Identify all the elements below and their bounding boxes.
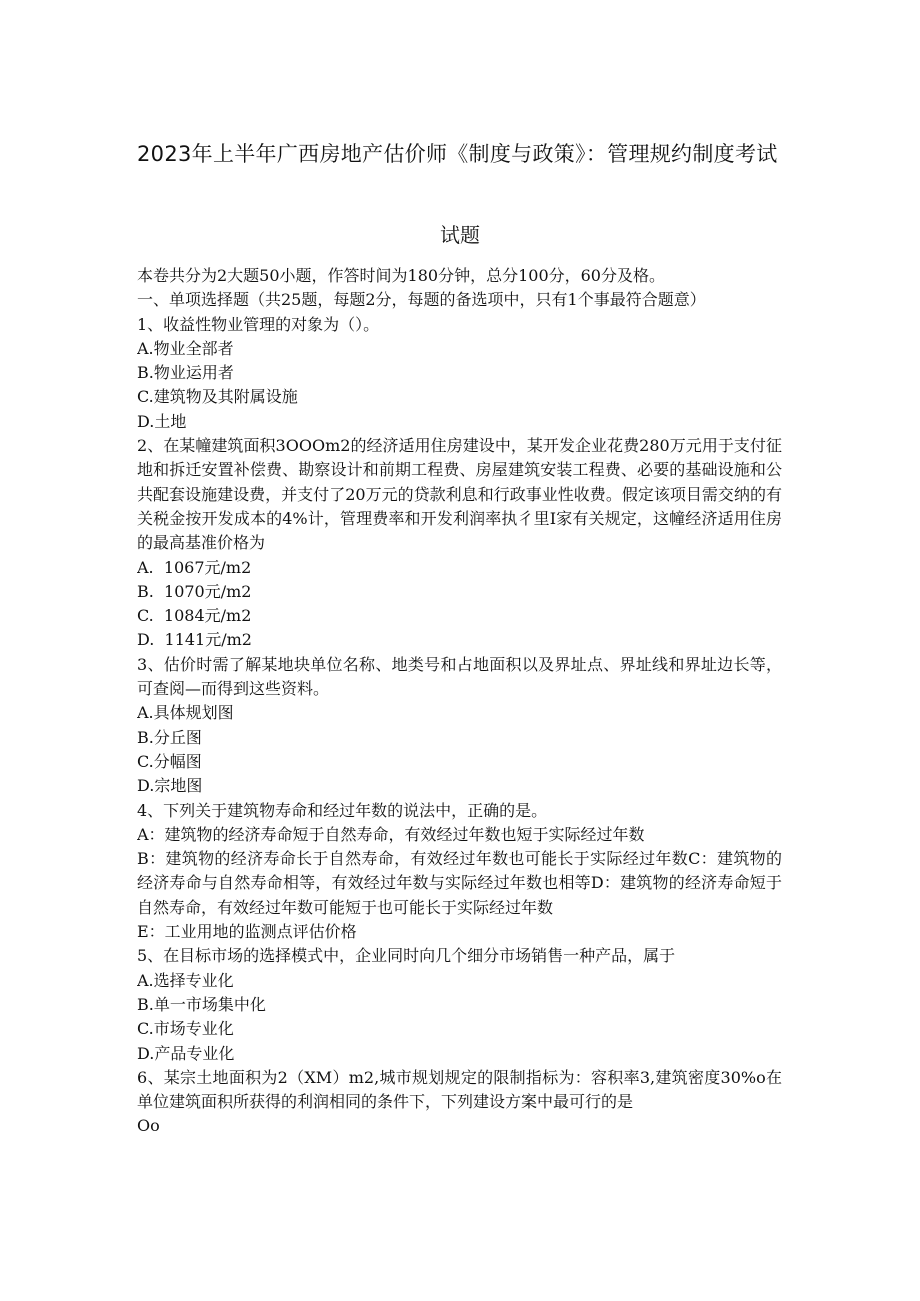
answer-option: B.分丘图: [137, 727, 202, 747]
answer-option: A.选择专业化: [137, 970, 234, 990]
document-title: 2023年上半年广西房地产估价师《制度与政策》：管理规约制度考试: [137, 142, 778, 166]
section-title: 试题: [440, 223, 480, 247]
answer-option: B.单一市场集中化: [137, 994, 266, 1014]
question-stem: 5、在目标市场的选择模式中，企业同时向几个细分市场销售一种产品，属于: [137, 946, 676, 966]
question-stem: 3、估价时需了解某地块单位名称、地类号和占地面积以及界址点、界址线和界址边长等，可查阅—而得到这些资料。: [137, 654, 782, 699]
answer-option: A. 1067元/m2: [137, 557, 252, 577]
answer-option: A.具体规划图: [137, 703, 234, 723]
answer-option: D.产品专业化: [137, 1043, 235, 1063]
answer-option: A：建筑物的经济寿命短于自然寿命，有效经过年数也短于实际经过年数: [137, 824, 645, 844]
question-stem: 1、收益性物业管理的对象为（）。: [137, 314, 380, 334]
part-heading: 一、单项选择题（共25题，每题2分，每题的备选项中，只有1个事最符合题意）: [137, 290, 706, 310]
question-stem: 2、在某幢建筑面积3OOOm2的经济适用住房建设中，某开发企业花费280万元用于支付征地和拆迁安置补偿费、勘察设计和前期工程费、房屋建筑安装工程费、必要的基础设施和公共配套设施建设费，并支付了20万元的贷款利息和行政事业性收费。假定该项目需交纳的有关税金按开发成本的4%计，管理费率和开发利润率执彳里I家有关规定，这幢经济适用住房的最高基准价格为: [137, 436, 782, 553]
exam-intro: 本卷共分为2大题50小题，作答时间为180分钟，总分100分，60分及格。: [137, 266, 665, 285]
answer-option: D.土地: [137, 411, 187, 431]
question-stem: 6、某宗土地面积为2（XM）m2,城市规划规定的限制指标为：容积率3,建筑密度30%o在单位建筑面积所获得的利润相同的条件下，下列建设方案中最可行的是: [137, 1067, 782, 1112]
answer-option: D.宗地图: [137, 776, 203, 796]
question-stem: 4、下列关于建筑物寿命和经过年数的说法中，正确的是。: [137, 800, 548, 820]
answer-option: D. 1141元/m2: [137, 630, 252, 650]
answer-option: C. 1084元/m2: [137, 606, 252, 626]
answer-option: C.市场专业化: [137, 1019, 234, 1039]
answer-option: B：建筑物的经济寿命长于自然寿命，有效经过年数也可能长于实际经过年数C：建筑物的经济寿命与自然寿命相等，有效经过年数与实际经过年数也相等D：建筑物的经济寿命短于自然寿命，有效经过年数可能短于也可能长于实际经过年数: [137, 849, 782, 917]
answer-option: B. 1070元/m2: [137, 581, 252, 601]
answer-option: A.物业全部者: [137, 338, 234, 358]
answer-option: C.建筑物及其附属设施: [137, 387, 298, 407]
answer-option: C.分幅图: [137, 751, 202, 771]
answer-option: B.物业运用者: [137, 363, 234, 383]
answer-option: E：工业用地的监测点评估价格: [137, 922, 357, 942]
answer-option: Oo: [137, 1116, 160, 1136]
document-body: [137, 264, 782, 1139]
